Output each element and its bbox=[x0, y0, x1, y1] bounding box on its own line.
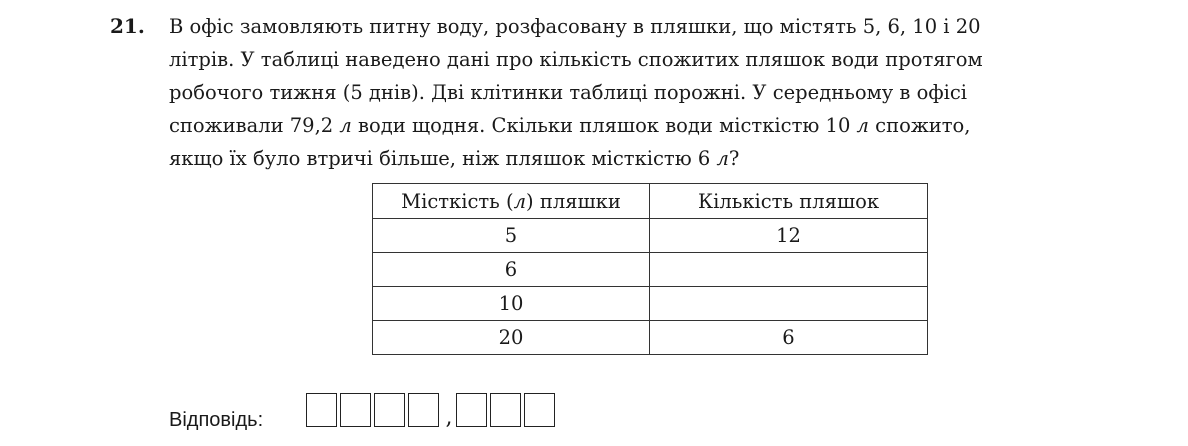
answer-digit-box[interactable] bbox=[374, 393, 405, 427]
cell-capacity: 20 bbox=[373, 321, 650, 355]
task-line-5 bbox=[169, 142, 1089, 175]
table-row bbox=[373, 287, 928, 321]
task-line-5-part-b: ? bbox=[728, 147, 740, 170]
task-line-3: робочого тижня (5 днів). Дві клітинки таблиці порожні. У середньому в офісі bbox=[169, 81, 967, 104]
table-row bbox=[373, 219, 928, 253]
answer-digit-box[interactable] bbox=[340, 393, 371, 427]
cell-capacity: 5 bbox=[373, 219, 650, 253]
answer-digit-box[interactable] bbox=[408, 393, 439, 427]
answer-digit-box[interactable] bbox=[524, 393, 555, 427]
header-capacity bbox=[373, 184, 650, 219]
table-row bbox=[373, 253, 928, 287]
task-line-2: літрів. У таблиці наведено дані про кількість спожитих пляшок води протягом bbox=[169, 48, 983, 71]
cell-count: 12 bbox=[650, 219, 928, 253]
header-capacity-b: ) пляшки bbox=[526, 189, 621, 213]
header-capacity-a: Місткість ( bbox=[401, 189, 514, 213]
decimal-comma: , bbox=[445, 405, 453, 430]
table-header-row bbox=[373, 184, 928, 219]
answer-boxes bbox=[306, 393, 558, 429]
table-row bbox=[373, 321, 928, 355]
answer-digit-box[interactable] bbox=[456, 393, 487, 427]
task-line-5-part-a: якщо їх було втричі більше, ніж пляшок місткістю 6 bbox=[169, 147, 717, 170]
bottles-table bbox=[372, 183, 928, 355]
task-line-4-part-a: споживали 79,2 bbox=[169, 114, 340, 137]
task-statement bbox=[169, 10, 1089, 175]
answer-label: Відповідь: bbox=[169, 409, 264, 431]
unit-litre: л bbox=[513, 189, 527, 213]
answer-digit-box[interactable] bbox=[490, 393, 521, 427]
cell-count-empty bbox=[650, 287, 928, 321]
cell-count: 6 bbox=[650, 321, 928, 355]
task-line-4-part-c: спожито, bbox=[868, 114, 971, 137]
header-count: Кількість пляшок bbox=[650, 184, 928, 219]
task-line-1: В офіс замовляють питну воду, розфасовану в пляшки, що містять 5, 6, 10 і 20 bbox=[169, 15, 981, 38]
task-line-4-part-b: води щодня. Скільки пляшок води місткістю 10 bbox=[351, 114, 857, 137]
answer-digit-box[interactable] bbox=[306, 393, 337, 427]
cell-capacity: 10 bbox=[373, 287, 650, 321]
unit-litre: л bbox=[856, 114, 869, 137]
cell-count-empty bbox=[650, 253, 928, 287]
unit-litre: л bbox=[716, 147, 729, 170]
task-number: 21. bbox=[110, 14, 145, 38]
task-line-4 bbox=[169, 109, 1089, 142]
unit-litre: л bbox=[339, 114, 352, 137]
cell-capacity: 6 bbox=[373, 253, 650, 287]
